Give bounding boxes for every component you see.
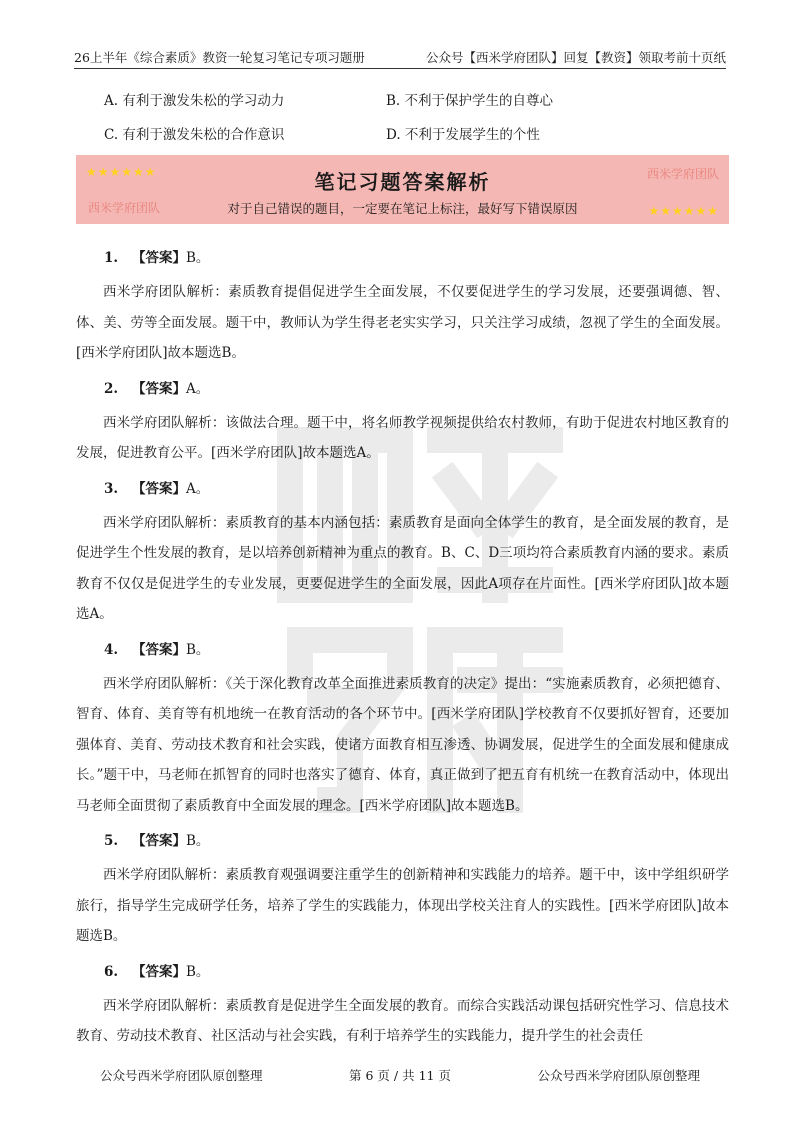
options-row	[104, 116, 724, 150]
banner-subtitle: 对于自己错误的题目，一定要在笔记上标注，最好写下错误原因	[227, 201, 578, 216]
question-number: 4.	[104, 641, 119, 658]
answer-heading	[76, 244, 729, 273]
question-number: 3.	[104, 480, 119, 497]
header-right-text: 公众号【西米学府团队】回复【教资】领取考前十页纸	[425, 50, 726, 65]
answer-item	[76, 636, 729, 822]
header-left-text: 26上半年《综合素质》教资一轮复习笔记专项习题册	[74, 50, 365, 65]
option-d: D. 不利于发展学生的个性	[386, 127, 540, 143]
option-c: C. 有利于激发朱松的合作意识	[104, 127, 285, 143]
answer-item	[76, 375, 729, 469]
answer-value: B。	[186, 641, 210, 658]
answer-item	[76, 475, 729, 630]
answer-heading	[76, 375, 729, 404]
answer-value: B。	[186, 833, 210, 849]
answer-explanation: 西米学府团队解析：《关于深化教育改革全面推进素质教育的决定》提出：“实施素质教育，必须把德育、智育、体育、美育等有机地统一在教育活动的各个环节中。[西米学府团队]学校教育不仅要抓好智育，还要加强体育、美育、劳动技术教育和社会实践，使诸方面教育相互渗透、协调发展，促进学生的全面发展和健康成长。”题干中，马老师在抓智育的同时也落实了德育、体育，真正做到了把五育有机统一在教育活动中，体现出马老师全面贯彻了素质教育中全面发展的理念。[西米学府团队]故本题选B。	[76, 675, 729, 814]
answer-item	[76, 244, 729, 369]
page-number: 第 6 页 / 共 11 页	[349, 1068, 451, 1083]
question-number: 1.	[104, 250, 119, 266]
answer-label: 【答案】	[132, 641, 186, 658]
answer-value: A。	[186, 480, 210, 497]
answer-section-banner	[76, 155, 729, 224]
answer-label: 【答案】	[132, 380, 186, 397]
answer-label: 【答案】	[132, 963, 186, 980]
answer-label: 【答案】	[132, 833, 186, 849]
question-number: 5.	[104, 833, 119, 849]
answer-explanation: 西米学府团队解析：素质教育观强调要注重学生的创新精神和实践能力的培养。题干中，该中学组织研学旅行，指导学生完成研学任务，培养了学生的实践能力，体现出学校关注育人的实践性。[西米学府团队]故本题选B。	[76, 867, 729, 944]
option-a: A. 有利于激发朱松的学习动力	[104, 93, 285, 109]
answer-heading	[76, 827, 729, 856]
answer-value: A。	[186, 380, 210, 397]
question-number: 2.	[104, 380, 119, 397]
option-b: B. 不利于保护学生的自尊心	[386, 93, 554, 109]
answer-explanation: 西米学府团队解析：该做法合理。题干中，将名师教学视频提供给农村教师，有助于促进农村地区教育的发展，促进教育公平。[西米学府团队]故本题选A。	[76, 414, 729, 461]
answer-item	[76, 827, 729, 952]
banner-title: 笔记习题答案解析	[314, 170, 491, 194]
answer-explanation: 西米学府团队解析：素质教育提倡促进学生全面发展，不仅要促进学生的学习发展，还要强调德、智、体、美、劳等全面发展。题干中，教师认为学生得老老实实学习，只关注学习成绩，忽视了学生的全面发展。[西米学府团队]故本题选B。	[76, 284, 729, 361]
answer-list	[76, 244, 729, 1058]
answer-label: 【答案】	[132, 250, 186, 266]
banner-watermark-left: 西米学府团队	[88, 201, 161, 215]
answer-explanation: 西米学府团队解析：素质教育的基本内涵包括：素质教育是面向全体学生的教育，是全面发展的教育，是促进学生个性发展的教育，是以培养创新精神为重点的教育。B、C、D三项均符合素质教育内涵的要求。素质教育不仅仅是促进学生的专业发展，更要促进学生的全面发展，因此A项存在片面性。[西米学府团队]故本题选A。	[76, 514, 729, 622]
answer-value: B。	[186, 250, 210, 266]
answer-heading	[76, 475, 729, 504]
question-number: 6.	[104, 963, 119, 980]
page-header	[74, 44, 726, 69]
answer-heading	[76, 958, 729, 987]
answer-heading	[76, 636, 729, 665]
question-options	[104, 82, 724, 150]
page-footer	[100, 1066, 700, 1084]
banner-watermark-right: 西米学府团队	[646, 167, 719, 181]
options-row	[104, 82, 724, 116]
star-icons-right: ★★★★★★	[648, 204, 719, 218]
star-icons-left: ★★★★★★	[86, 165, 157, 179]
answer-explanation: 西米学府团队解析：素质教育是促进学生全面发展的教育。而综合实践活动课包括研究性学习、信息技术教育、劳动技术教育、社区活动与社会实践，有利于培养学生的实践能力，提升学生的社会责任	[76, 997, 729, 1044]
footer-left-text: 公众号西米学府团队原创整理	[100, 1068, 263, 1083]
footer-right-text: 公众号西米学府团队原创整理	[537, 1068, 700, 1083]
answer-label: 【答案】	[132, 480, 186, 497]
answer-value: B。	[186, 963, 210, 980]
answer-item	[76, 958, 729, 1052]
